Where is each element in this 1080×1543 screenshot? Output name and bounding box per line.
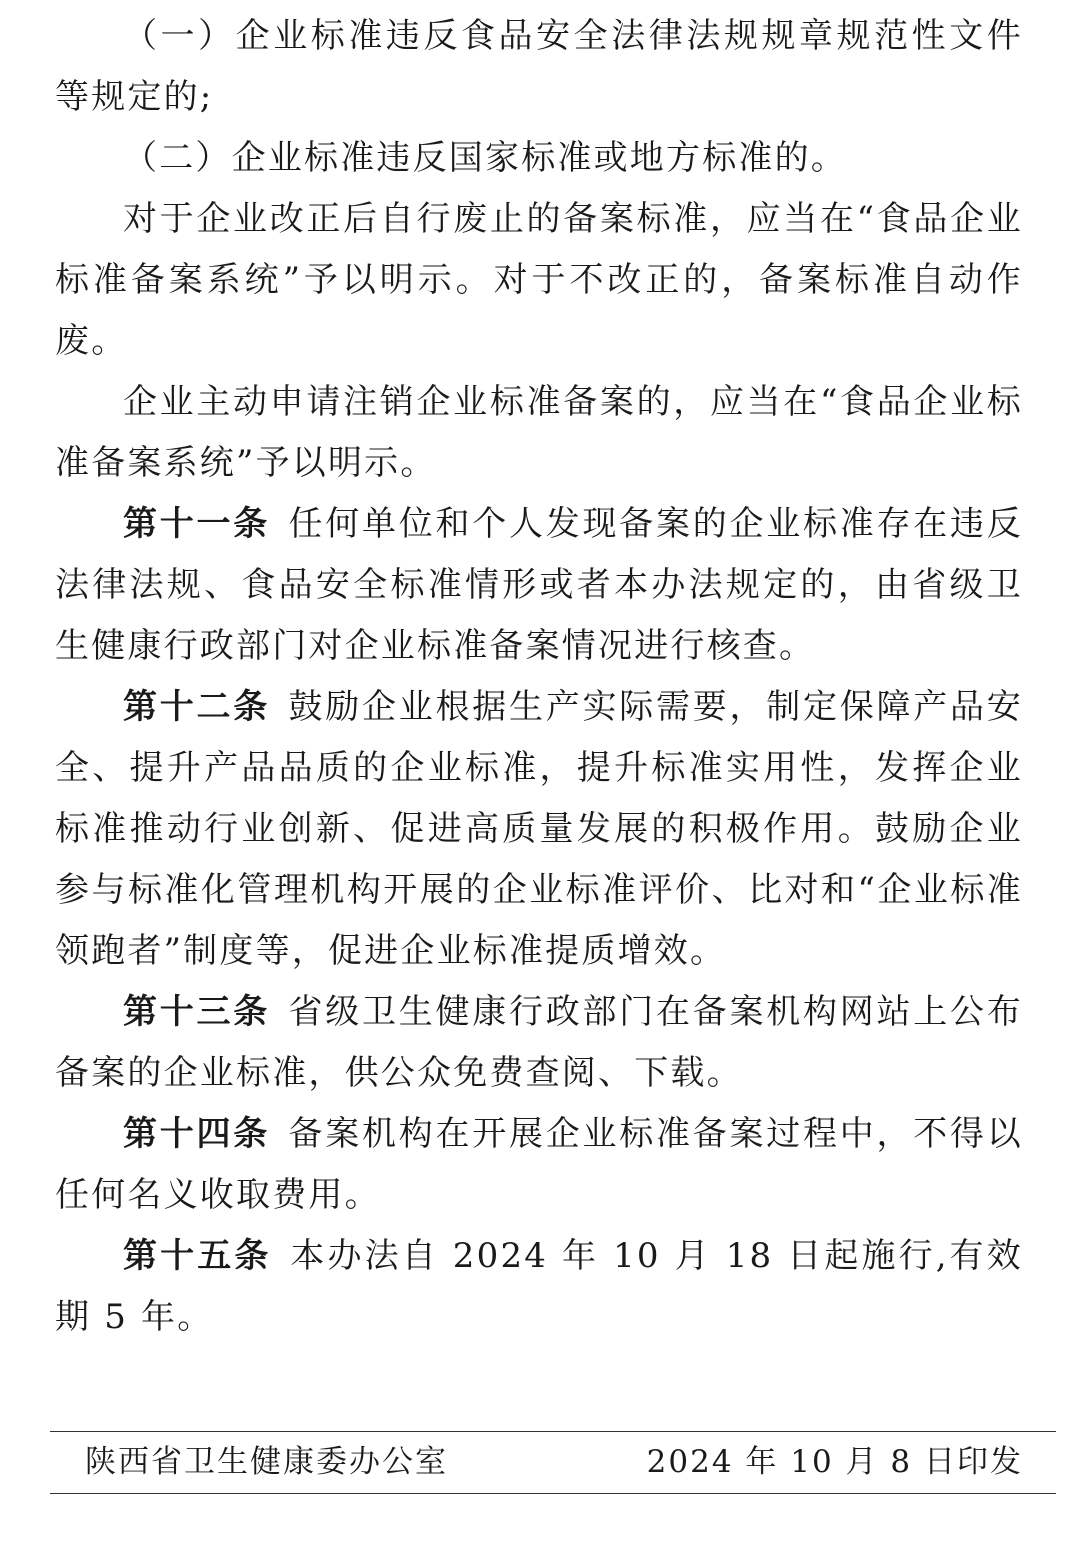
paragraph-text: 对于企业改正后自行废止的备案标准，应当在“食品企业标准备案系统”予以明示。对于不改正的，备案标准自动作废。 <box>55 199 1023 361</box>
document-body <box>55 6 1023 1348</box>
paragraph-text: 任何单位和个人发现备案的企业标准存在违反法律法规、食品安全标准情形或者本办法规定的，由省级卫生健康行政部门对企业标准备案情况进行核查。 <box>55 504 1023 666</box>
paragraph-cancellation-notice <box>55 372 1023 494</box>
issue-date: 2024 年 10 月 8 日印发 <box>646 1444 1023 1480</box>
article-12 <box>55 677 1023 982</box>
footer-bottom-rule <box>50 1493 1056 1494</box>
article-number: 第十五条 <box>123 1236 272 1276</box>
article-15 <box>55 1226 1023 1348</box>
article-number: 第十二条 <box>123 687 270 727</box>
article-number: 第十四条 <box>123 1114 270 1154</box>
paragraph-text: 省级卫生健康行政部门在备案机构网站上公布备案的企业标准，供公众免费查阅、下载。 <box>55 992 1023 1093</box>
paragraph-correction-notice <box>55 189 1023 372</box>
article-13 <box>55 982 1023 1104</box>
article-number: 第十三条 <box>123 992 270 1032</box>
paragraph-clause-2 <box>55 128 1023 189</box>
footer <box>85 1440 1023 1484</box>
paragraph-text: 鼓励企业根据生产实际需要，制定保障产品安全、提升产品品质的企业标准，提升标准实用性，发挥企业标准推动行业创新、促进高质量发展的积极作用。鼓励企业参与标准化管理机构开展的企业标准评价、比对和“企业标准领跑者”制度等，促进企业标准提质增效。 <box>55 687 1023 971</box>
article-14 <box>55 1104 1023 1226</box>
paragraph-text: （二）企业标准违反国家标准或地方标准的。 <box>123 138 847 178</box>
article-number: 第十一条 <box>123 504 270 544</box>
footer-top-rule <box>50 1431 1056 1432</box>
paragraph-text: （一）企业标准违反食品安全法律法规规章规范性文件等规定的; <box>55 16 1023 117</box>
paragraph-clause-1 <box>55 6 1023 128</box>
paragraph-text: 备案机构在开展企业标准备案过程中，不得以任何名义收取费用。 <box>55 1114 1023 1215</box>
article-11 <box>55 494 1023 677</box>
issuer-name: 陕西省卫生健康委办公室 <box>85 1444 448 1480</box>
paragraph-text: 企业主动申请注销企业标准备案的，应当在“食品企业标准备案系统”予以明示。 <box>55 382 1023 483</box>
paragraph-text: 本办法自 2024 年 10 月 18 日起施行,有效期 5 年。 <box>55 1236 1023 1337</box>
